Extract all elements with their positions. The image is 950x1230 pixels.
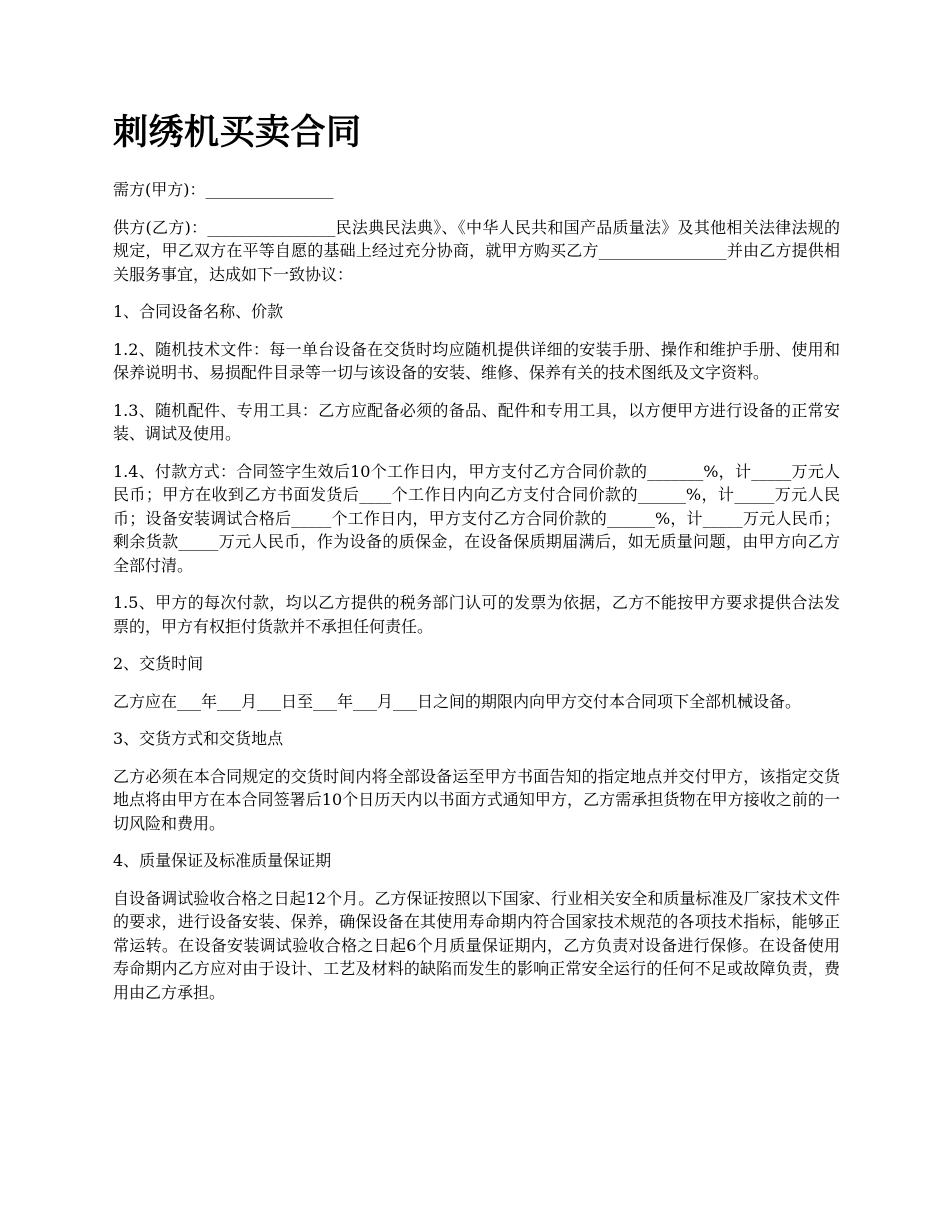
section-4-body: 自设备调试验收合格之日起12个月。乙方保证按照以下国家、行业相关安全和质量标准及厂家技术文件的要求，进行设备安装、保养，确保设备在其使用寿命期内符合国家技术规范的各项技术指标，能够正常运转。在设备安装调试验收合格之日起6个月质量保证期内，乙方负责对设备进行保修。在设备使用寿命期内乙方应对由于设计、工艺及材料的缺陷而发生的影响正常安全运行的任何不足或故障负责，费用由乙方承担。	[113, 888, 840, 1002]
contract-page	[113, 108, 840, 1018]
clause-1-2: 1.2、随机技术文件：每一单台设备在交货时均应随机提供详细的安装手册、操作和维护手册、使用和保养说明书、易损配件目录等一切与该设备的安装、维修、保养有关的技术图纸及文字资料。	[113, 339, 840, 382]
clause-1-5: 1.5、甲方的每次付款，均以乙方提供的税务部门认可的发票为依据，乙方不能按甲方要求提供合法发票的，甲方有权拒付货款并不承担任何责任。	[113, 593, 840, 636]
section-2-heading: 2、交货时间	[113, 654, 204, 673]
clause-1-4: 1.4、付款方式：合同签字生效后10个工作日内，甲方支付乙方合同价款的_______%，计_____万元人民币；甲方在收到乙方书面发货后____个工作日内向乙方支付合同价款的______%，计_____万元人民币；设备安装调试合格后_____个工作日内，甲方支付乙方合同价款的______%，计_____万元人民币；剩余货款_____万元人民币，作为设备的质保金，在设备保质期届满后，如无质量问题，由甲方向乙方全部付清。	[113, 461, 840, 575]
seller-preamble: 供方(乙方)：________________民法典民法典》、《中华人民共和国产品质量法》及其他相关法律法规的规定，甲乙双方在平等自愿的基础上经过充分协商，就甲方购买乙方________________并由乙方提供相关服务事宜，达成如下一致协议：	[113, 217, 840, 284]
section-1-heading: 1、合同设备名称、价款	[113, 302, 284, 321]
document-title: 刺绣机买卖合同	[113, 113, 362, 153]
buyer-line: 需方(甲方)：________________	[113, 180, 334, 199]
section-3-body: 乙方必须在本合同规定的交货时间内将全部设备运至甲方书面告知的指定地点并交付甲方，该指定交货地点将由甲方在本合同签署后10个日历天内以书面方式通知甲方，乙方需承担货物在甲方接收之前的一切风险和费用。	[113, 766, 840, 833]
section-4-heading: 4、质量保证及标准质量保证期	[113, 851, 332, 870]
section-2-body: 乙方应在___年___月___日至___年___月___日之间的期限内向甲方交付本合同项下全部机械设备。	[113, 691, 802, 711]
section-3-heading: 3、交货方式和交货地点	[113, 729, 284, 748]
clause-1-3: 1.3、随机配件、专用工具：乙方应配备必须的备品、配件和专用工具，以方便甲方进行设备的正常安装、调试及使用。	[113, 400, 840, 443]
